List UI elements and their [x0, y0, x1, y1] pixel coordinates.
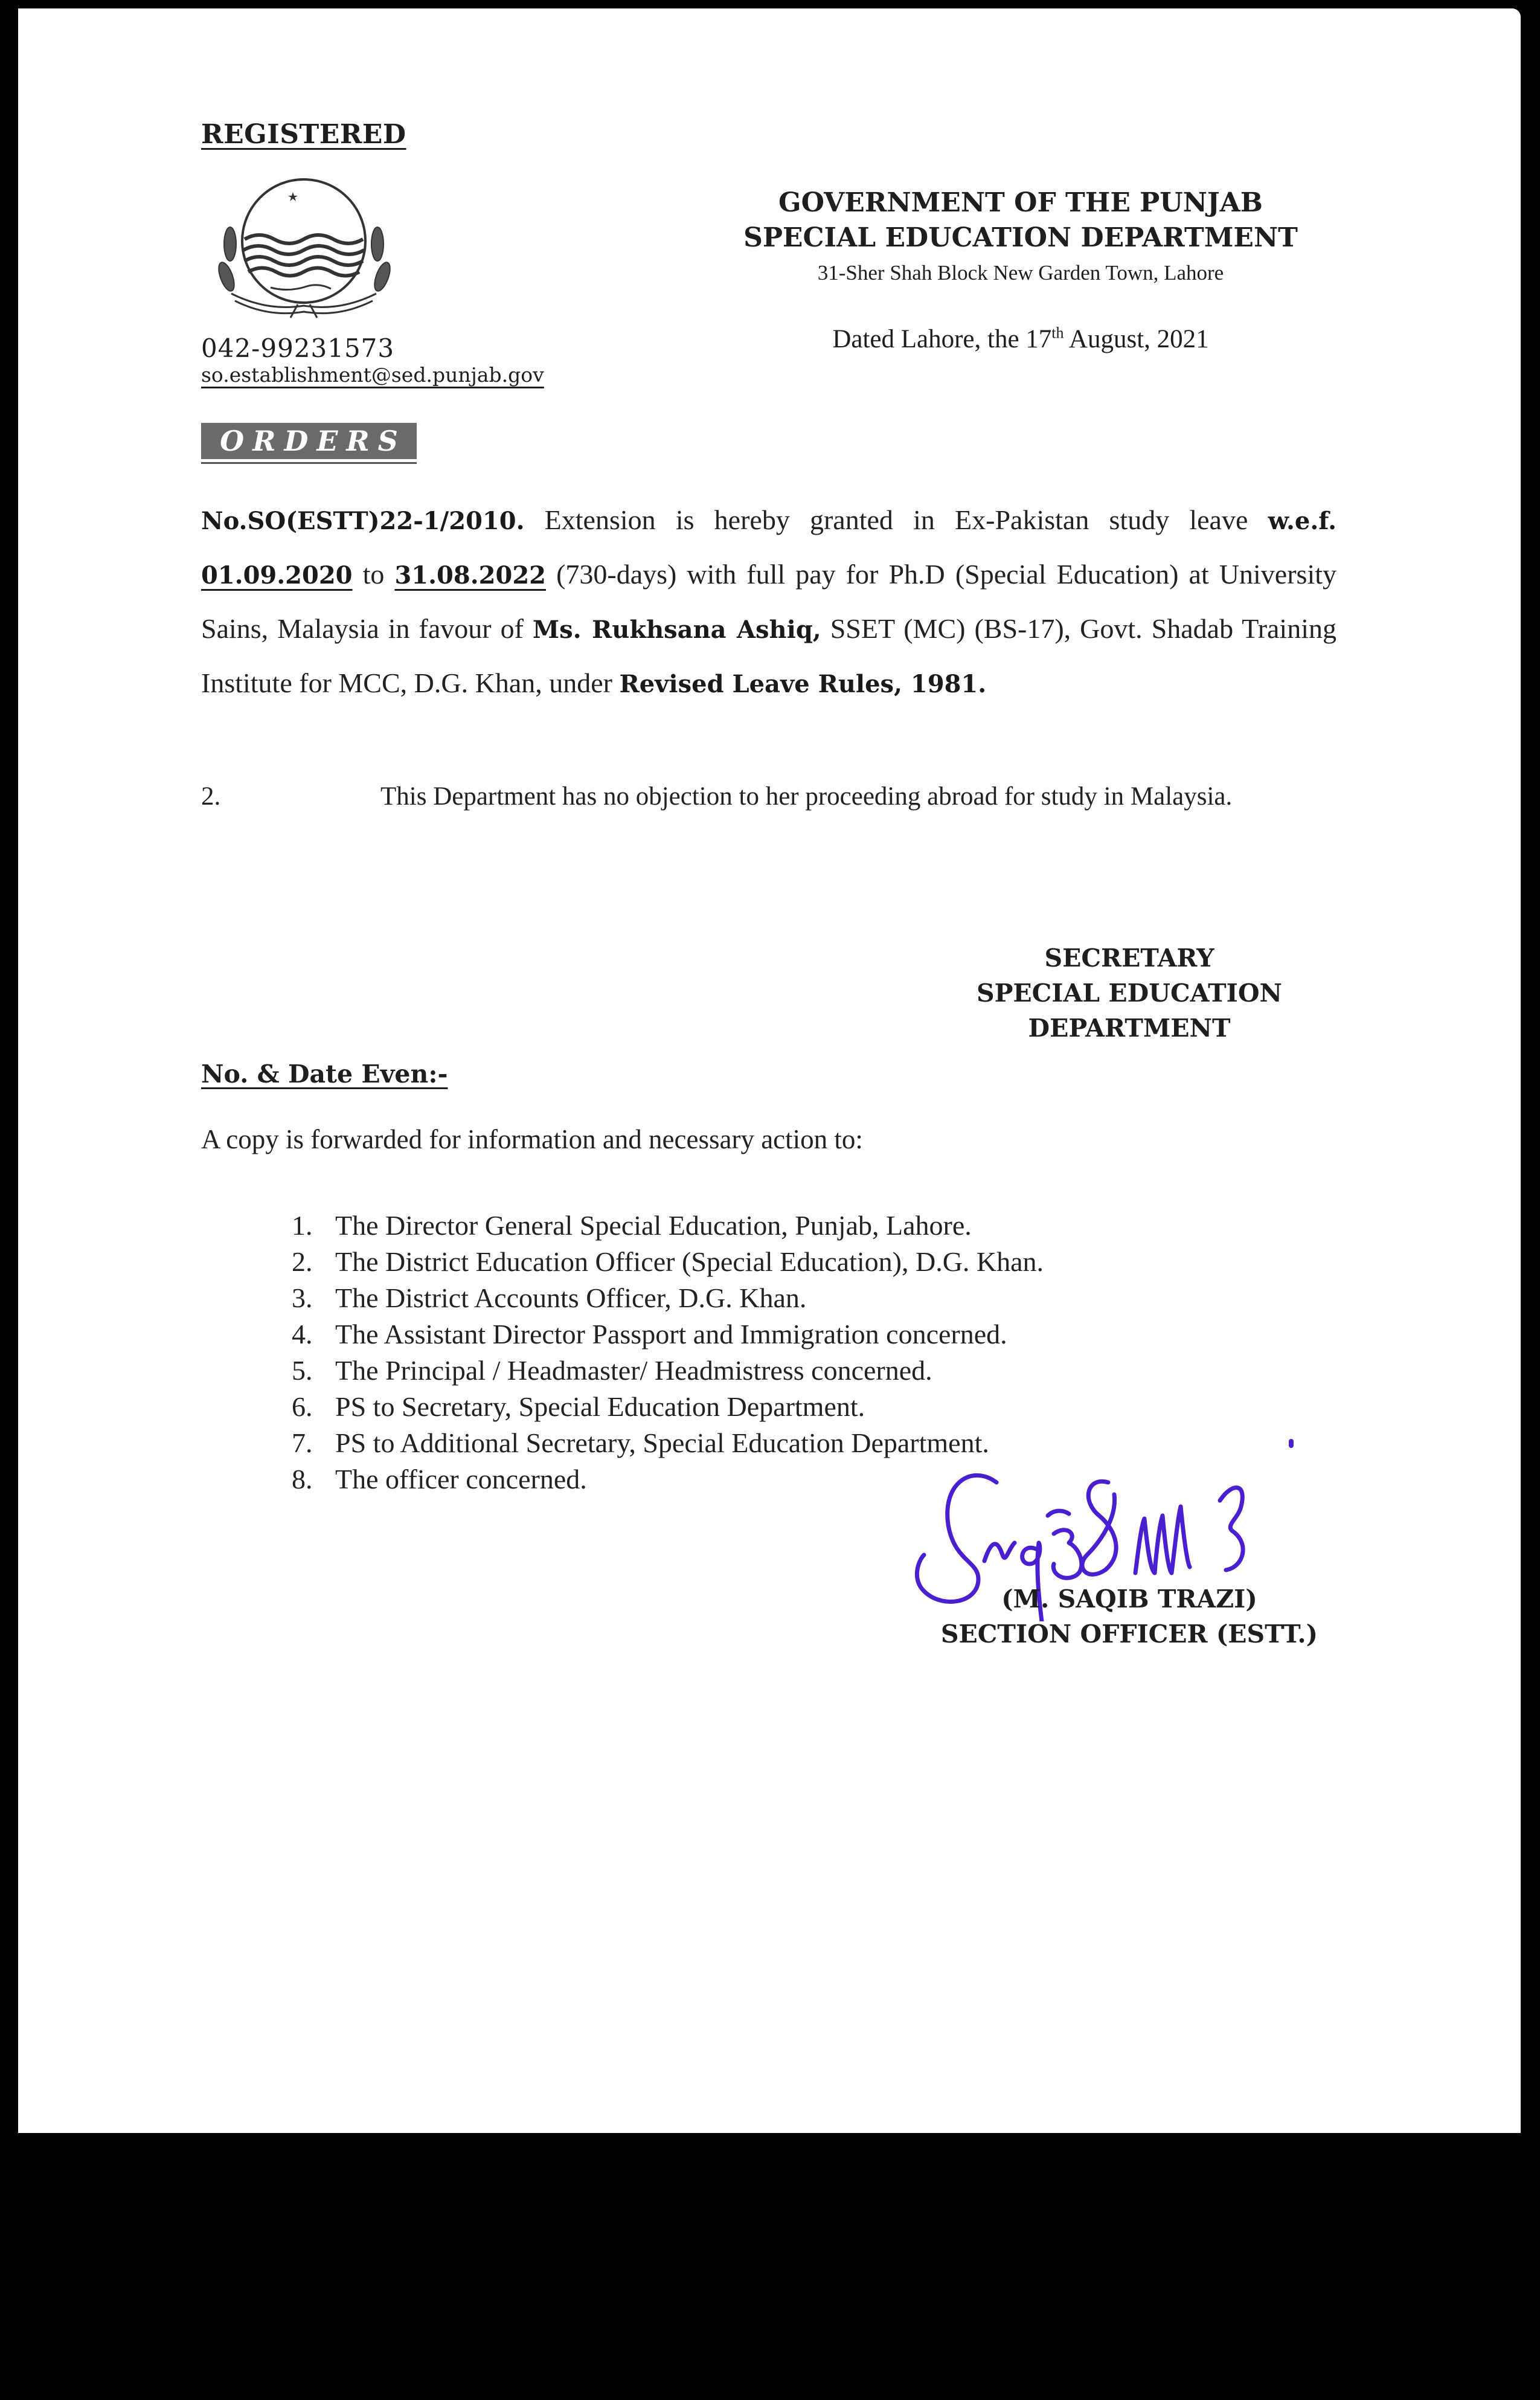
department-address: 31-Sher Shah Block New Garden Town, Lahore — [817, 261, 1224, 285]
secretary-title: SECRETARY — [1044, 944, 1214, 973]
email-address[interactable]: so.establishment@sed.punjab.gov — [201, 363, 544, 387]
orders-banner — [201, 423, 417, 459]
orders-underline — [201, 462, 417, 464]
recipient-number: 3. — [292, 1282, 313, 1313]
date-ordinal: th — [1051, 324, 1064, 342]
recipient-number: 1. — [292, 1210, 313, 1241]
ink-dot — [1289, 1439, 1294, 1448]
recipient-number: 4. — [292, 1319, 313, 1350]
paragraph-text: (730-days) with full pay for Ph.D (Special Education) at University Sains, Malaysia in favour of — [201, 559, 1336, 644]
section-officer-block — [876, 1581, 1383, 1652]
secretary-signature-block — [876, 941, 1383, 1046]
recipient-item — [292, 1280, 1044, 1316]
recipient-item — [292, 1353, 1044, 1389]
date-from: 01.09.2020 — [201, 561, 353, 590]
recipient-list — [292, 1208, 1044, 1498]
wef-label: w.e.f. — [1268, 507, 1336, 535]
recipient-item — [292, 1389, 1044, 1425]
reference-number: No.SO(ESTT)22-1/2010. — [201, 507, 525, 535]
paragraph-text: to — [352, 559, 395, 590]
registered-label: REGISTERED — [201, 119, 406, 150]
recipient-number: 7. — [292, 1427, 313, 1458]
recipient-item — [292, 1425, 1044, 1461]
paragraph-number: 2. — [201, 782, 221, 811]
date-line — [731, 324, 1311, 354]
paragraph-text: This Department has no objection to her proceeding abroad for study in Malaysia. — [380, 782, 1233, 811]
recipient-number: 8. — [292, 1464, 313, 1494]
government-title: GOVERNMENT OF THE PUNJAB — [778, 187, 1263, 218]
paragraph-text: SSET (MC) (BS-17), Govt. Shadab Training Institute for MCC, D.G. Khan, under — [201, 613, 1336, 698]
recipient-item — [292, 1316, 1044, 1353]
recipient-text: The District Education Officer (Special Education), D.G. Khan. — [335, 1246, 1044, 1277]
punjab-government-emblem-icon — [213, 173, 394, 321]
signatory-designation: SECTION OFFICER (ESTT.) — [940, 1620, 1318, 1649]
recipient-number: 6. — [292, 1391, 313, 1422]
orders-label: ORDERS — [220, 425, 406, 457]
order-paragraph-1 — [201, 494, 1336, 711]
date-prefix: Dated Lahore, the 17 — [832, 325, 1052, 353]
secretary-department: SPECIAL EDUCATION — [976, 979, 1283, 1008]
recipient-text: The Assistant Director Passport and Immigration concerned. — [335, 1319, 1007, 1350]
recipient-text: The District Accounts Officer, D.G. Khan. — [335, 1282, 807, 1313]
recipient-text: The Principal / Headmaster/ Headmistress concerned. — [335, 1355, 932, 1386]
secretary-department-2: DEPARTMENT — [1028, 1014, 1231, 1043]
officer-name: Ms. Rukhsana Ashiq, — [532, 616, 821, 644]
date-suffix: August, 2021 — [1064, 325, 1209, 353]
recipient-item — [292, 1208, 1044, 1244]
department-title: SPECIAL EDUCATION DEPARTMENT — [743, 222, 1298, 253]
document-page — [18, 8, 1521, 2133]
recipient-number: 2. — [292, 1246, 313, 1277]
endorsement-intro: A copy is forwarded for information and necessary action to: — [201, 1124, 863, 1154]
recipient-text: The officer concerned. — [335, 1464, 587, 1494]
order-paragraph-2 — [201, 771, 1336, 822]
leave-rules: Revised Leave Rules, 1981. — [619, 670, 987, 698]
phone-number: 042-99231573 — [201, 333, 395, 363]
endorsement-heading: No. & Date Even:- — [201, 1060, 448, 1089]
recipient-text: The Director General Special Education, Punjab, Lahore. — [335, 1210, 972, 1241]
signatory-name: (M. SAQIB TRAZI) — [1001, 1584, 1257, 1613]
recipient-text: PS to Secretary, Special Education Department. — [335, 1391, 865, 1422]
paragraph-text: Extension is hereby granted in Ex-Pakistan study leave — [524, 504, 1268, 535]
date-to: 31.08.2022 — [394, 561, 546, 590]
recipient-number: 5. — [292, 1355, 313, 1386]
recipient-item — [292, 1244, 1044, 1280]
recipient-text: PS to Additional Secretary, Special Education Department. — [335, 1427, 989, 1458]
